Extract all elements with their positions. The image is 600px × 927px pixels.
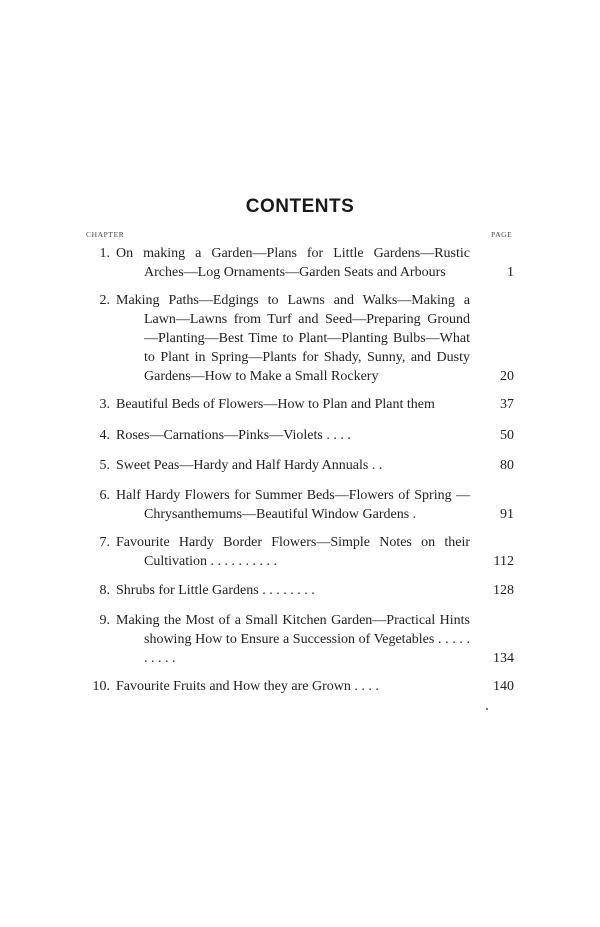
page-title: CONTENTS [245,196,355,217]
page-number: 128 [493,583,514,598]
chapter-description: Making the Most of a Small Kitchen Garden—Practical Hints showing How to Ensure a Succession of Vegetables . . . . . . . . . . [116,613,470,666]
page-number: 37 [500,397,514,412]
chapter-description: Roses—Carnations—Pinks—Violets . . . . [116,428,351,443]
toc-entry-7 [86,533,514,571]
chapter-description: Making Paths—Edgings to Lawns and Walks—Making a Lawn—Lawns from Turf and Seed—Preparing Ground —Planting—Best Time to Plant—Planting Bulbs—What to Plant in Spring—Plants for Shady, Sunny, and Dusty Gardens—How to Make a Small Rockery [116,293,470,384]
toc-entry-5 [86,456,514,475]
page-number: 140 [493,679,514,694]
chapter-number: 4. [99,428,110,443]
chapter-number: 8. [99,583,110,598]
chapter-number: 5. [99,458,110,473]
chapter-number: 3. [99,397,110,412]
page-number: 50 [500,428,514,443]
chapter-description: On making a Garden—Plans for Little Gardens—Rustic Arches—Log Ornaments—Garden Seats and Arbours [116,246,470,280]
chapter-description: Sweet Peas—Hardy and Half Hardy Annuals . . [116,458,383,473]
chapter-description: Favourite Hardy Border Flowers—Simple Notes on their Cultivation . . . . . . . . . . [116,535,470,569]
toc-entry-8 [86,581,514,600]
toc-entry-3 [86,395,514,414]
toc-entry-6 [86,486,514,524]
page-number: 91 [500,507,514,522]
chapter-number: 2. [99,293,110,308]
chapter-description: Half Hardy Flowers for Summer Beds—Flowers of Spring —Chrysanthemums—Beautiful Window Gardens . [116,488,470,522]
page-column-header: PAGE [491,230,513,239]
toc-entry-10 [86,677,514,696]
chapter-column-header: CHAPTER [86,230,125,239]
page-number: 112 [493,554,514,569]
chapter-number: 7. [99,535,110,550]
chapter-number: 10. [92,679,110,694]
chapter-description: Favourite Fruits and How they are Grown . . . . [116,679,379,694]
page-number: 1 [507,265,514,280]
toc-entry-4 [86,426,514,445]
toc-entry-1 [86,244,514,282]
page-number: 134 [493,651,514,666]
chapter-number: 9. [99,613,110,628]
page-number: 80 [500,458,514,473]
toc-entry-9 [86,611,514,668]
toc-entry-2 [86,291,514,386]
chapter-description: Beautiful Beds of Flowers—How to Plan and Plant them [116,397,435,412]
chapter-number: 1. [99,246,110,261]
chapter-description: Shrubs for Little Gardens . . . . . . . . [116,583,315,598]
page-number: 20 [500,369,514,384]
chapter-number: 6. [99,488,110,503]
ink-speck [486,708,488,710]
